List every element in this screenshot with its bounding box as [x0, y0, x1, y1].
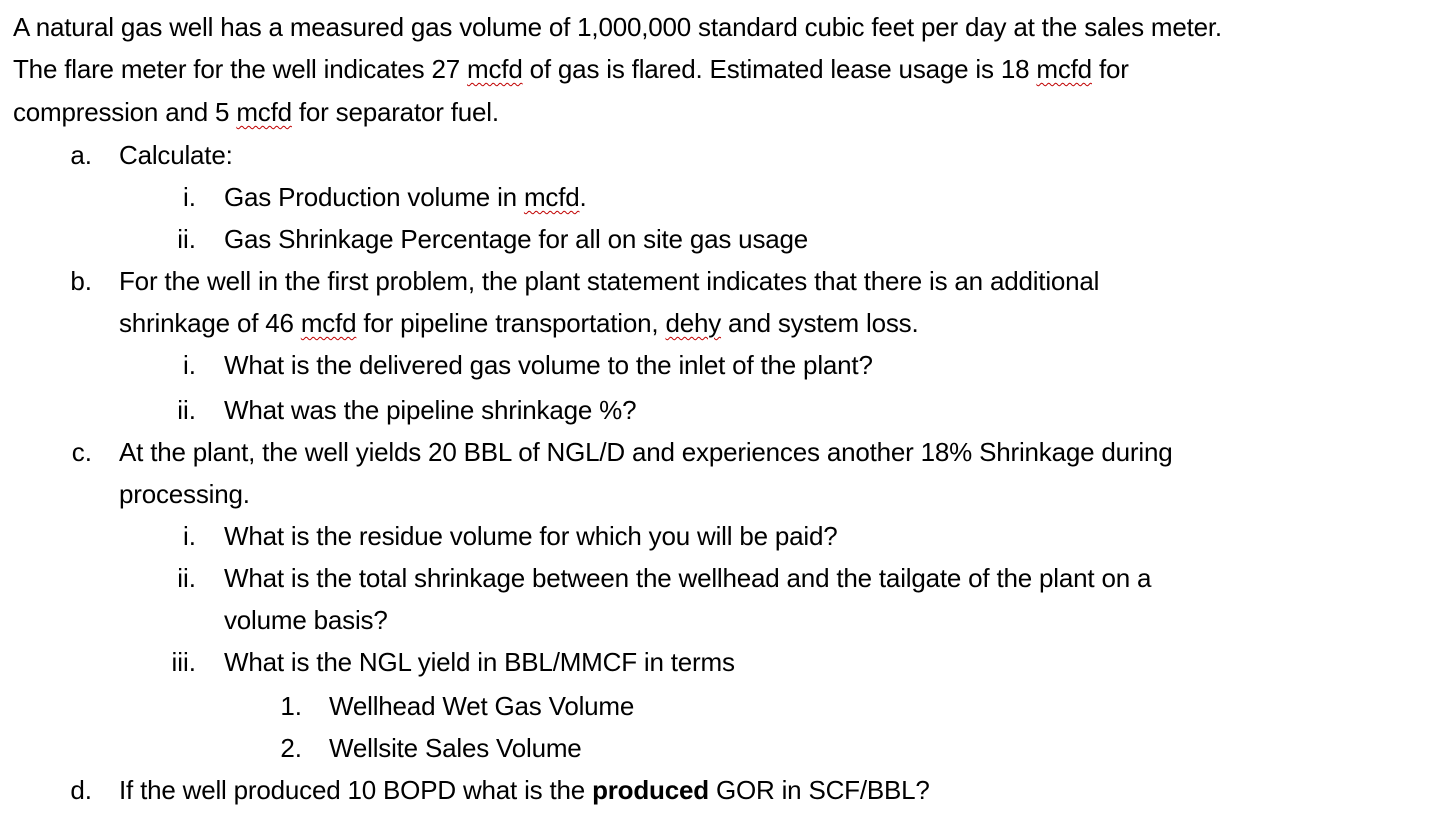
intro-line-2 — [13, 48, 1129, 90]
intro-line-3 — [13, 91, 499, 133]
item-c-i-text: What is the residue volume for which you will be paid? — [224, 521, 838, 551]
item-d-text-a: If the well produced 10 BOPD what is the — [119, 775, 593, 805]
misspelled-word[interactable]: mcfd — [1036, 54, 1092, 84]
misspelled-word[interactable]: dehy — [665, 308, 722, 338]
intro-line-2-text-e: for — [1091, 54, 1129, 84]
list-marker-c: c. — [71, 437, 92, 467]
intro-line-2-text-c: of gas is flared. Estimated lease usage is 18 — [522, 54, 1037, 84]
list-marker-c-iii: iii. — [171, 647, 196, 677]
list-marker-d: d. — [70, 775, 92, 805]
misspelled-word[interactable]: mcfd — [236, 97, 292, 127]
item-a-i-text-a: Gas Production volume in — [224, 182, 524, 212]
item-c-line-1: At the plant, the well yields 20 BBL of NGL/D and experiences another 18% Shrinkage during — [119, 437, 1173, 467]
item-b-i-text: What is the delivered gas volume to the inlet of the plant? — [224, 350, 873, 380]
item-d-text-c: GOR in SCF/BBL? — [708, 775, 930, 805]
item-a-text: Calculate: — [119, 140, 233, 170]
list-marker-b-ii: ii. — [177, 395, 196, 425]
list-marker-c-i: i. — [183, 521, 196, 551]
intro-line-1 — [13, 6, 1222, 48]
intro-line-1-text: A natural gas well has a measured gas volume of 1,000,000 standard cubic feet per day at the sales meter. — [13, 12, 1222, 42]
list-marker-b-i: i. — [183, 350, 196, 380]
item-c-ii-line-2: volume basis? — [224, 605, 388, 635]
intro-line-3-text-a: compression and 5 — [13, 97, 237, 127]
list-marker-a-ii: ii. — [177, 224, 196, 254]
item-c-iii-text: What is the NGL yield in BBL/MMCF in terms — [224, 647, 735, 677]
list-marker-c-iii-2: 2. — [280, 733, 302, 763]
item-c-ii-line-1: What is the total shrinkage between the wellhead and the tailgate of the plant on a — [224, 563, 1152, 593]
list-marker-a-i: i. — [183, 182, 196, 212]
intro-line-3-text-c: for separator fuel. — [291, 97, 499, 127]
list-marker-c-iii-1: 1. — [280, 691, 302, 721]
item-b-line-2-text-a: shrinkage of 46 — [119, 308, 301, 338]
item-b-ii-text: What was the pipeline shrinkage %? — [224, 395, 637, 425]
item-c-iii-2-text: Wellsite Sales Volume — [329, 733, 582, 763]
item-c-iii-1-text: Wellhead Wet Gas Volume — [329, 691, 635, 721]
item-b-line-2-text-e: and system loss. — [721, 308, 919, 338]
misspelled-word[interactable]: mcfd — [467, 54, 523, 84]
item-c-line-2: processing. — [119, 479, 250, 509]
item-b-line-1: For the well in the first problem, the plant statement indicates that there is an additional — [119, 266, 1100, 296]
item-a-i — [224, 176, 587, 218]
list-marker-c-ii: ii. — [177, 563, 196, 593]
bold-emphasis: produced — [592, 775, 709, 805]
intro-line-2-text-a: The flare meter for the well indicates 27 — [13, 54, 468, 84]
item-b-line-2-text-c: for pipeline transportation, — [356, 308, 666, 338]
misspelled-word[interactable]: mcfd — [300, 308, 357, 338]
item-a-i-text-c: . — [579, 182, 587, 212]
item-b-line-2 — [119, 302, 918, 344]
list-marker-b: b. — [70, 266, 92, 296]
item-a-ii-text: Gas Shrinkage Percentage for all on site gas usage — [224, 224, 809, 254]
list-marker-a: a. — [70, 140, 92, 170]
misspelled-word[interactable]: mcfd — [523, 182, 580, 212]
item-d — [119, 769, 930, 811]
